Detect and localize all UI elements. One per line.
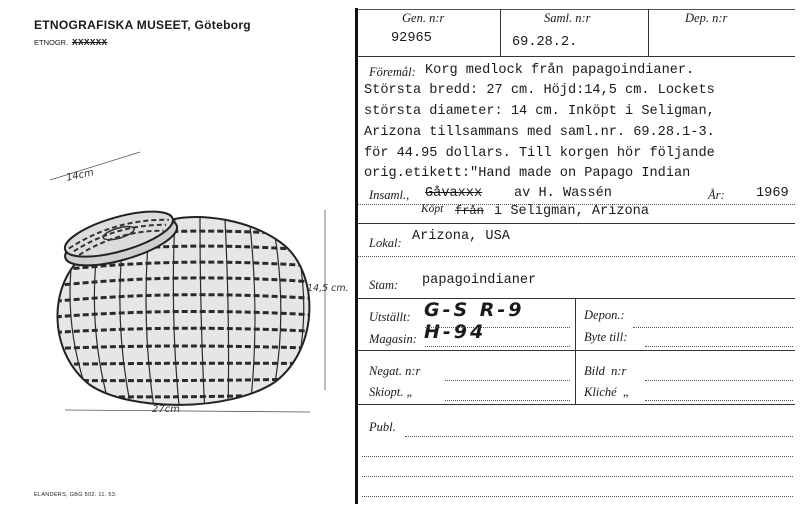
gen-nr-label: Gen. n:r <box>402 11 445 25</box>
bild-line <box>645 380 793 381</box>
utstallt-label: Utställt: <box>369 310 411 324</box>
dim-width: 27cm <box>152 404 180 415</box>
negat-line <box>445 380 570 381</box>
etnogr-code: XXXXXX <box>72 38 108 48</box>
storage-sep <box>575 298 576 350</box>
lokal-value: Arizona, USA <box>412 229 510 244</box>
lokal-line <box>358 256 795 257</box>
ar-label: År: <box>708 188 725 202</box>
depon-line <box>633 327 793 328</box>
stam-label: Stam: <box>369 278 399 292</box>
saml-nr-value: 69.28.2. <box>512 35 578 50</box>
kopt-value: i Seligman, Arizona <box>494 204 649 219</box>
lokal-label: Lokal: <box>369 236 402 250</box>
numbers-bottom-line <box>358 56 795 57</box>
publ-label: Publ. <box>369 420 396 434</box>
ar-value: 1969 <box>756 186 789 201</box>
printer-line: ELANDERS, GBG 502. 11. 53. <box>34 492 117 498</box>
publ-line-3 <box>362 476 793 477</box>
desc-line-5: för 44.95 dollars. Till korgen hör följande <box>364 146 715 161</box>
publ-line-2 <box>362 456 793 457</box>
insaml-value: av H. Wassén <box>514 186 612 201</box>
stam-value: papagoindianer <box>422 273 537 288</box>
byte-till-label: Byte till: <box>584 330 628 344</box>
basket-drawing <box>20 150 360 440</box>
bild-label: Bild n:r <box>584 364 627 378</box>
publ-line-1 <box>405 436 793 437</box>
etnogr-line <box>34 38 108 48</box>
desc-line-3: största diameter: 14 cm. Inköpt i Seligman, <box>364 104 715 119</box>
desc-line-6: orig.etikett:"Hand made on Papago Indian <box>364 166 691 181</box>
depon-label: Depon.: <box>584 308 625 322</box>
utstallt-line <box>425 327 570 328</box>
byte-line <box>645 346 793 347</box>
num-sep-1 <box>500 9 501 57</box>
desc-line-2: Största bredd: 27 cm. Höjd:14,5 cm. Lockets <box>364 83 715 98</box>
photo-sep <box>575 350 576 404</box>
acquisition-bottom-line <box>358 223 795 224</box>
negat-label: Negat. n:r <box>369 364 421 378</box>
photos-bottom-line <box>358 404 795 405</box>
magasin-value: H-94 <box>424 321 487 343</box>
foremal-label: Föremål: <box>369 65 416 79</box>
dep-nr-label: Dep. n:r <box>685 11 728 25</box>
skiopt-line <box>445 400 570 401</box>
etnogr-label: ETNOGR. <box>34 38 69 47</box>
num-sep-2 <box>648 9 649 57</box>
museum-name: ETNOGRAFISKA MUSEET, Göteborg <box>34 18 251 32</box>
insaml-struck: Gåvaxxx <box>425 186 483 201</box>
dim-lid: 14cm <box>65 167 95 184</box>
kliche-line <box>645 400 793 401</box>
gen-nr-value: 92965 <box>391 31 432 46</box>
kopt-struck: från <box>455 204 484 218</box>
utstallt-value: G-S R-9 <box>424 299 525 321</box>
skiopt-label: Skiopt. „ <box>369 385 414 399</box>
storage-bottom-line <box>358 350 795 351</box>
magasin-line <box>425 346 570 347</box>
publ-line-4 <box>362 496 793 497</box>
top-line <box>358 9 795 10</box>
kopt-label: Köpt <box>421 203 444 215</box>
magasin-label: Magasin: <box>369 332 417 346</box>
insaml-label: Insaml., <box>369 188 410 202</box>
saml-nr-label: Saml. n:r <box>544 11 591 25</box>
desc-line-4: Arizona tillsammans med saml.nr. 69.28.1-3. <box>364 125 715 140</box>
desc-line-1: Korg medlock från papagoindianer. <box>425 63 695 78</box>
dim-height: 14,5 cm. <box>307 283 349 294</box>
kliche-label: Kliché „ <box>584 385 630 399</box>
